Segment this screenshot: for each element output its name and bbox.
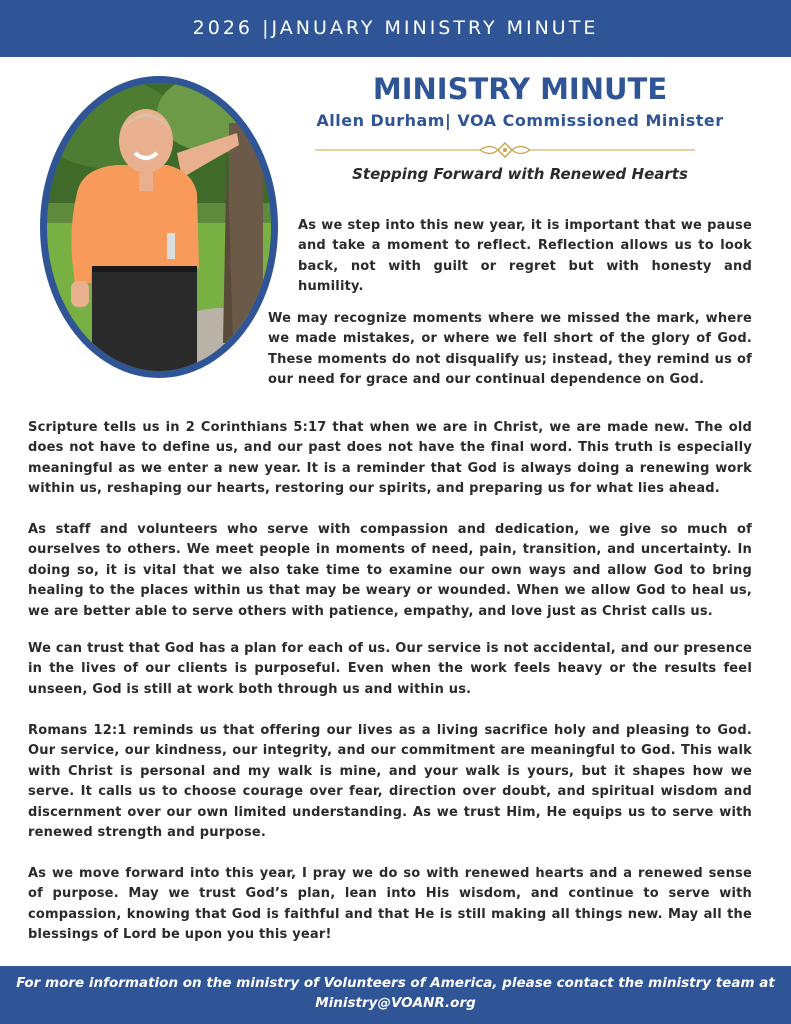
paragraph-scripture: Scripture tells us in 2 Corinthians 5:17 that when we are in Christ, we are made new. The old does not have to define us, and our past does not have the final word. This truth is especially meaningful as we enter a new year. It is a reminder that God is always doing a renewing work within us, reshaping our hearts, restoring our spirits, and preparing us for what lies ahead. — [28, 420, 752, 497]
divider-ornament — [315, 140, 695, 160]
top-banner: 2026 |JANUARY MINISTRY MINUTE — [0, 0, 791, 57]
page-title: MINISTRY MINUTE — [372, 72, 668, 106]
paragraph-reflection: We may recognize moments where we missed the mark, where we made mistakes, or where we fell short of the glory of God. These moments do not disqualify us; instead, they remind us of our need for grace and our continual dependence on God. — [268, 311, 752, 388]
paragraph-trust: We can trust that God has a plan for each of us. Our service is not accidental, and our presence in the lives of our clients is purposeful. Even when the work feels heavy or the results feel unseen, God is still at work both through us and within us. — [28, 641, 752, 697]
paragraph-intro: As we step into this new year, it is important that we pause and take a moment to reflect. Reflection allows us to look back, not with guilt or regret but with honesty and humility. — [298, 218, 752, 295]
footer-contact-text: For more information on the ministry of Volunteers of America, please contact the ministry team at — [16, 975, 775, 991]
author-photo-frame — [40, 76, 278, 378]
paragraph-romans: Romans 12:1 reminds us that offering our lives as a living sacrifice holy and pleasing to God. Our service, our kindness, our integrity, and our commitment are meaningful to God. This walk with Christ is personal and my walk is mine, and your walk is yours, but it shapes how we serve. It calls us to choose courage over fear, direction over doubt, and spiritual wisdom and discernment over our own limited understanding. As we trust Him, He equips us to serve with renewed strength and purpose. — [28, 723, 752, 841]
footer-banner — [0, 966, 791, 1024]
paragraph-staff: As staff and volunteers who serve with compassion and dedication, we give so much of ourselves to others. We meet people in moments of need, pain, transition, and uncertainty. In doing so, it is vital that we also take time to examine our own ways and allow God to bring healing to the places within us that may be weary or wounded. When we allow God to heal us, we are better able to serve others with patience, empathy, and love just as Christ calls us. — [28, 522, 752, 619]
author-photo — [47, 83, 271, 371]
article-tagline: Stepping Forward with Renewed Hearts — [352, 165, 688, 183]
footer-email-link[interactable]: Ministry@VOANR.org — [315, 995, 476, 1011]
author-byline: Allen Durham| VOA Commissioned Minister — [316, 111, 724, 130]
paragraph-closing: As we move forward into this year, I pray we do so with renewed hearts and a renewed sense of purpose. May we trust God’s plan, lean into His wisdom, and continue to serve with compassion, knowing that God is faithful and that He is still making all things new. May all the blessings of Lord be upon you this year! — [28, 866, 752, 943]
